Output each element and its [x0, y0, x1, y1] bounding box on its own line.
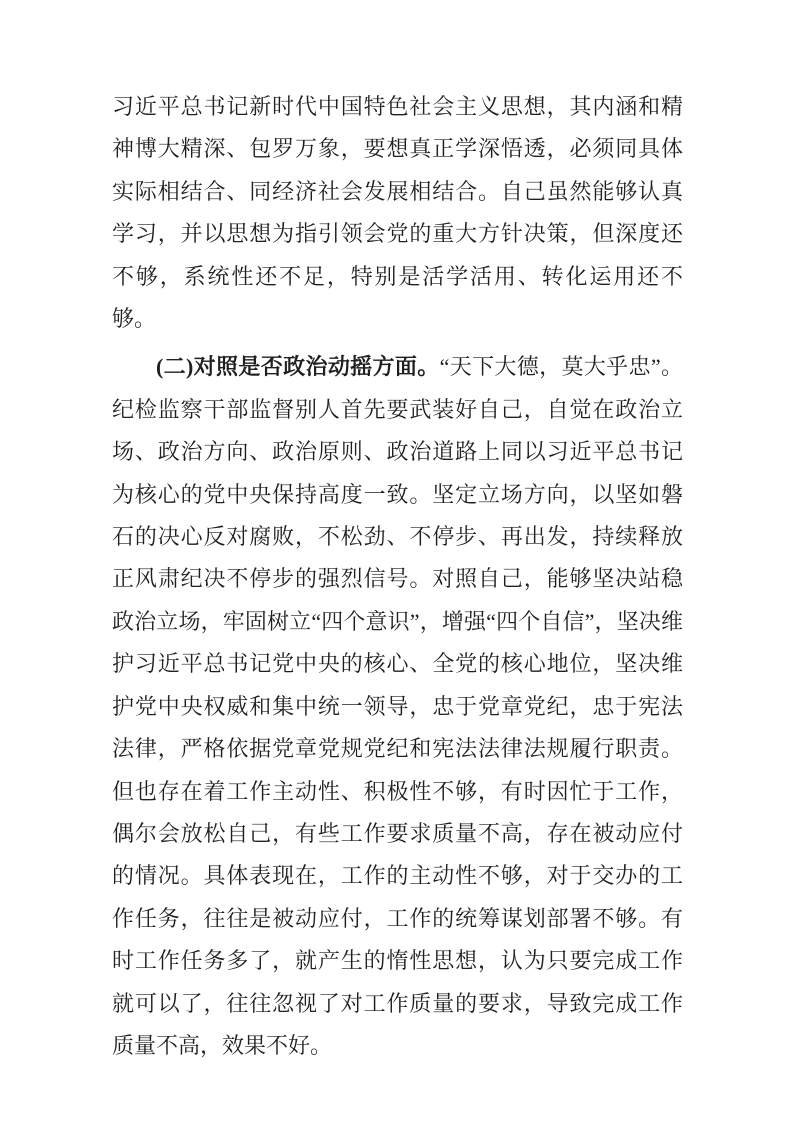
- section-heading: (二)对照是否政治动摇方面。: [156, 354, 440, 380]
- document-body: [112, 86, 683, 1067]
- section-quote: “天下大德，莫大乎忠”。: [439, 354, 684, 380]
- paragraph-continuation: [112, 86, 683, 340]
- section-body-text: 纪检监察干部监督别人首先要武装好自己，自觉在政治立场、政治方向、政治原则、政治道路上同以习近平总书记为核心的党中央保持高度一致。坚定立场方向，以坚如磐石的决心反对腐败，不松劲、不停步、再出发，持续释放正风肃纪决不停步的强烈信号。对照自己，能够坚决站稳政治立场，牢固树立“四个意识”，增强“四个自信”，坚决维护习近平总书记党中央的核心、全党的核心地位，坚决维护党中央权威和集中统一领导，忠于党章党纪，忠于宪法法律，严格依据党章党规党纪和宪法法律法规履行职责。但也存在着工作主动性、积极性不够，有时因忙于工作，偶尔会放松自己，有些工作要求质量不高，存在被动应付的情况。具体表现在，工作的主动性不够，对于交办的工作任务，往往是被动应付，工作的统筹谋划部署不够。有时工作任务多了，就产生的惰性思想，认为只要完成工作就可以了，往往忽视了对工作质量的要求，导致完成工作质量不高，效果不好。: [112, 396, 683, 1058]
- paragraph-continuation-text: 习近平总书记新时代中国特色社会主义思想，其内涵和精神博大精深、包罗万象，要想真正学深悟透，必须同具体实际相结合、同经济社会发展相结合。自己虽然能够认真学习，并以思想为指引领会党的重大方针决策，但深度还不够，系统性还不足，特别是活学活用、转化运用还不够。: [112, 94, 683, 332]
- paragraph-section-2: [112, 346, 683, 1067]
